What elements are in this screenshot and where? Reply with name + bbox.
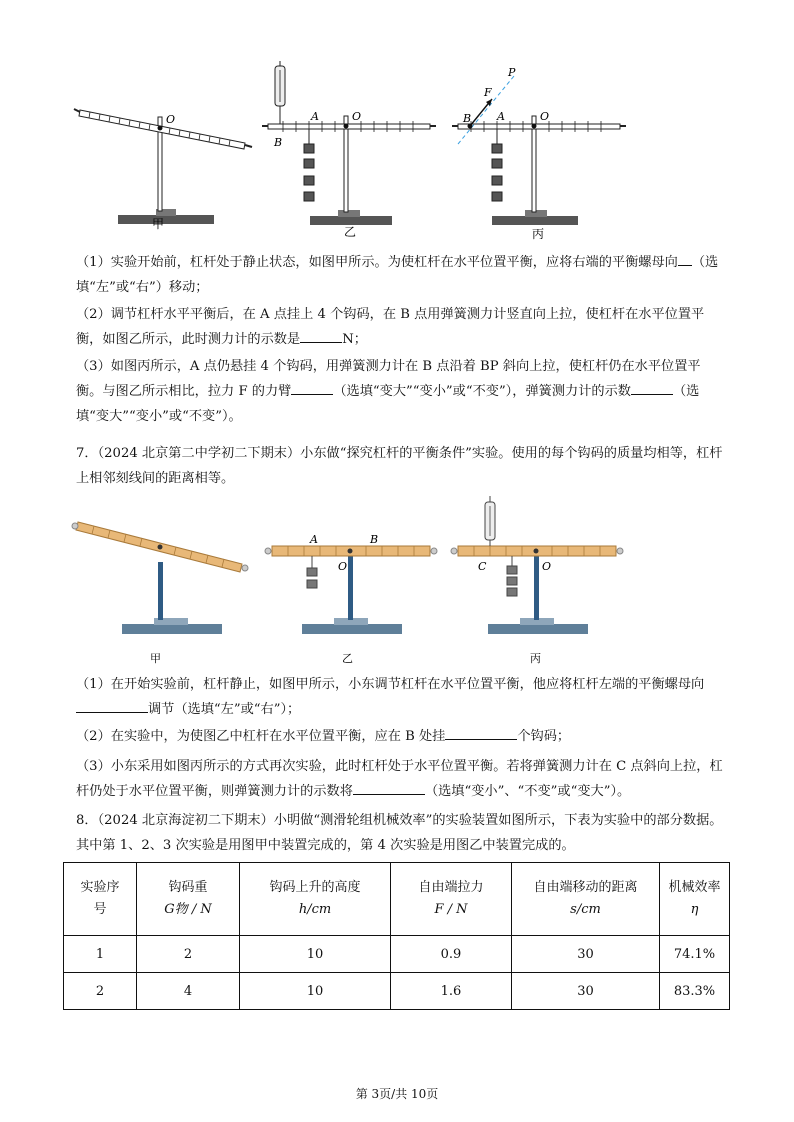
point-O-label: O — [540, 110, 550, 123]
point-O-label: O — [352, 110, 362, 123]
figure-bing-q6 — [450, 62, 630, 240]
table-cell: 0.9 — [391, 936, 512, 973]
table-cell: 1.6 — [391, 973, 512, 1010]
answer-blank[interactable] — [76, 698, 148, 713]
q8-stem: 8．（2024 北京海淀初二下期末）小明做“测滑轮组机械效率”的实验装置如图所示，下表为实验中的部分数据。其中第 1、2、3 次实验是用图甲中装置完成的，第 4 次实验是用图乙中装置完成的。 — [76, 813, 723, 853]
point-B-label: B — [274, 136, 283, 149]
hooked-weights — [307, 556, 317, 588]
hooked-weights — [304, 129, 314, 201]
stand-base — [118, 215, 214, 224]
table-header-row — [64, 863, 730, 936]
caption-bing: 丙 — [532, 227, 545, 240]
answer-blank[interactable] — [631, 380, 673, 395]
figure-jia-q7 — [70, 514, 250, 666]
caption-bing: 丙 — [530, 652, 541, 665]
table-cell: 83.3% — [660, 973, 730, 1010]
figure-yi-q6 — [258, 58, 438, 238]
table-cell: 10 — [240, 973, 391, 1010]
caption-jia: 甲 — [150, 652, 161, 665]
page-footer: 第 3页/共 10页 — [355, 1087, 439, 1101]
figure-jia-q6 — [70, 95, 260, 235]
q7-part1: （1）在开始实验前，杠杆静止，如图甲所示，小东调节杠杆在水平位置平衡，他应将杠杆左端的平衡螺母向调节（选填“左”或“右”）； — [76, 677, 705, 717]
point-P-label: P — [508, 66, 516, 79]
lever-tilted — [74, 109, 252, 149]
table-row — [64, 936, 730, 973]
header-height: 钩码上升的高度 h/cm — [240, 863, 391, 936]
answer-blank[interactable] — [353, 780, 425, 795]
table-cell: 30 — [512, 936, 660, 973]
q6-part3: （3）如图丙所示，A 点仍悬挂 4 个钩码，用弹簧测力计在 B 点沿着 BP 斜向上拉，使杠杆仍在水平位置平衡。与图乙所示相比，拉力 F 的力臂 （选填“变大”“变小”或“不变”），弹簧测力计的示数 （选填“变大”“变小”或“不变”）。 — [76, 359, 701, 424]
answer-blank[interactable] — [300, 328, 342, 343]
point-A-label: A — [310, 533, 318, 546]
header-weight: 钩码重 G物 / N — [137, 863, 240, 936]
point-O-label: O — [166, 113, 176, 126]
table-cell: 4 — [137, 973, 240, 1010]
point-A-label: A — [497, 110, 505, 123]
table-cell: 10 — [240, 936, 391, 973]
table-cell: 2 — [137, 936, 240, 973]
header-efficiency: 机械效率 η — [660, 863, 730, 936]
q7-stem: 7．（2024 北京第二中学初二下期末）小东做“探究杠杆的平衡条件”实验。使用的每个钩码的质量均相等，杠杆上相邻刻线间的距离相等。 — [76, 446, 723, 486]
answer-blank[interactable] — [291, 380, 333, 395]
point-O-label: O — [542, 560, 552, 573]
header-distance: 自由端移动的距离 s/cm — [512, 863, 660, 936]
figure-bing-q7 — [450, 494, 630, 666]
header-force: 自由端拉力 F / N — [391, 863, 512, 936]
spring-scale — [275, 61, 285, 124]
point-A-label: A — [311, 110, 319, 123]
table-row — [64, 973, 730, 1010]
q6-part1: （1）实验开始前，杠杆处于静止状态，如图甲所示。为使杠杆在水平位置平衡，应将右端的平衡螺母向 （选填“左”或“右”）移动； — [76, 250, 726, 300]
stand-pole — [158, 562, 163, 620]
force-F-label: F — [484, 86, 492, 99]
spring-scale — [485, 496, 495, 546]
figure-yi-q7 — [262, 530, 442, 666]
table-cell: 1 — [64, 936, 137, 973]
caption-yi: 乙 — [344, 225, 357, 238]
q6-part2: （2）调节杠杆水平平衡后，在 A 点挂上 4 个钩码，在 B 点用弹簧测力计竖直向上拉，使杠杆在水平位置平衡，如图乙所示，此时测力计的示数是 N； — [76, 307, 705, 347]
header-trial-no: 实验序 号 — [64, 863, 137, 936]
caption-jia: 甲 — [152, 217, 165, 231]
caption-yi: 乙 — [342, 652, 353, 665]
table-cell: 30 — [512, 973, 660, 1010]
point-O-label: O — [338, 560, 348, 573]
q7-part3: （3）小东采用如图丙所示的方式再次实验，此时杠杆处于水平位置平衡。若将弹簧测力计在 C 点斜向上拉，杠杆仍处于水平位置平衡，则弹簧测力计的示数将 （选填“变小”、“不变”或“变大”）。 — [76, 759, 723, 799]
q7-part2: （2）在实验中，为使图乙中杠杆在水平位置平衡，应在 B 处挂 个钩码； — [76, 724, 726, 749]
experiment-data-table — [63, 862, 730, 1010]
point-B-label: B — [463, 112, 472, 125]
lever-horizontal — [268, 124, 430, 129]
table-cell: 2 — [64, 973, 137, 1010]
table-cell: 74.1% — [660, 936, 730, 973]
answer-blank[interactable] — [678, 251, 692, 266]
point-C-label: C — [478, 560, 487, 573]
point-B-label: B — [370, 533, 379, 546]
answer-blank[interactable] — [445, 725, 517, 740]
